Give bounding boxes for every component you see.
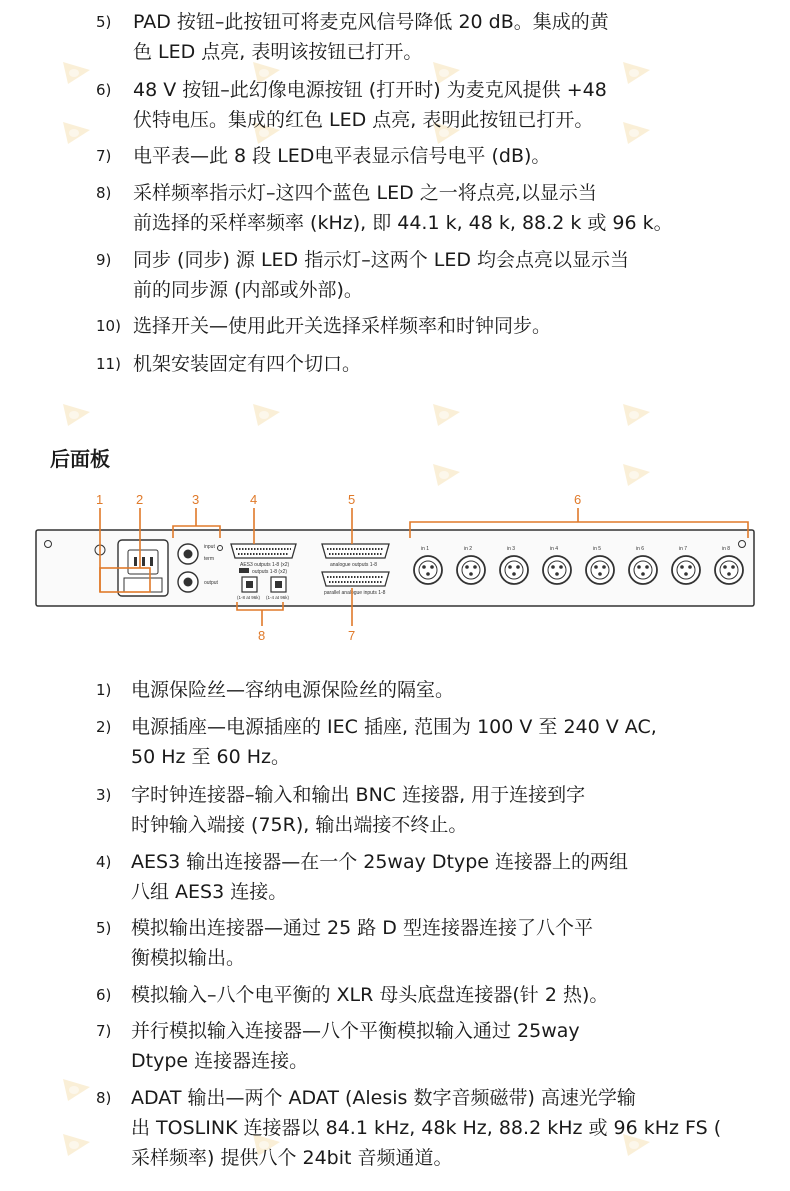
item-number: 7) bbox=[96, 1022, 112, 1040]
adat-label: outputs 1-8 (x2) bbox=[252, 569, 288, 575]
callout-4: 4 bbox=[250, 492, 258, 507]
item-text-line: 电平表—此 8 段 LED电平表显示信号电平 (dB)。 bbox=[133, 145, 551, 167]
aes3-dtype-connector bbox=[231, 544, 296, 558]
item-text-line: 伏特电压。集成的红色 LED 点亮, 表明此按钮已打开。 bbox=[133, 109, 594, 131]
item-text-line: 衡模拟输出。 bbox=[131, 947, 246, 969]
item-text-line: 机架安装固定有四个切口。 bbox=[133, 353, 362, 375]
adat-b-label: (1-4 at 96k) bbox=[266, 595, 290, 600]
item-text-line: 色 LED 点亮, 表明该按钮已打开。 bbox=[133, 41, 423, 63]
watermark-logo-icon bbox=[620, 118, 654, 146]
item-number: 5) bbox=[96, 919, 112, 937]
analogue-outputs-label: analogue outputs 1-8 bbox=[330, 562, 377, 568]
analogue-outputs-dtype bbox=[322, 544, 389, 558]
item-number: 8) bbox=[96, 184, 112, 202]
item-text-line: 八组 AES3 连接。 bbox=[131, 881, 288, 903]
aes3-label: AES3 outputs 1-8 (x2) bbox=[240, 562, 290, 568]
item-text-line: 模拟输入–八个电平衡的 XLR 母头底盘连接器(针 2 热)。 bbox=[131, 984, 609, 1006]
watermark-logo-icon bbox=[620, 400, 654, 428]
callout-8: 8 bbox=[258, 628, 266, 643]
item-text-line: 电源插座—电源插座的 IEC 插座, 范围为 100 V 至 240 V AC, bbox=[131, 716, 657, 738]
watermark-logo-icon bbox=[430, 400, 464, 428]
item-text-line: 选择开关—使用此开关选择采样频率和时钟同步。 bbox=[133, 315, 552, 337]
callout-6: 6 bbox=[574, 492, 582, 507]
item-text-line: Dtype 连接器连接。 bbox=[131, 1050, 309, 1072]
item-text-line: 前的同步源 (内部或外部)。 bbox=[133, 279, 363, 301]
callout-3: 3 bbox=[192, 492, 200, 507]
adat-a-label: (1-8 at 96k) bbox=[237, 595, 261, 600]
callout-5: 5 bbox=[348, 492, 356, 507]
item-text-line: 50 Hz 至 60 Hz。 bbox=[131, 746, 291, 768]
bnc-output-label: output bbox=[204, 580, 218, 586]
watermark-logo-icon bbox=[60, 118, 94, 146]
item-text-line: 电源保险丝—容纳电源保险丝的隔室。 bbox=[131, 679, 455, 701]
item-text-line: 48 V 按钮–此幻像电源按钮 (打开时) 为麦克风提供 +48 bbox=[133, 79, 607, 101]
watermark-logo-icon bbox=[620, 58, 654, 86]
parallel-inputs-dtype bbox=[322, 572, 389, 586]
item-text-line: PAD 按钮–此按钮可将麦克风信号降低 20 dB。集成的黄 bbox=[133, 11, 609, 33]
rear-panel-diagram bbox=[30, 486, 760, 646]
item-number: 7) bbox=[96, 147, 112, 165]
callout-2: 2 bbox=[136, 492, 144, 507]
item-number: 3) bbox=[96, 786, 112, 804]
watermark-logo-icon bbox=[250, 400, 284, 428]
watermark-logo-icon bbox=[60, 1075, 94, 1103]
watermark-logo-icon bbox=[620, 460, 654, 488]
watermark-logo-icon bbox=[430, 460, 464, 488]
item-text-line: 字时钟连接器–输入和输出 BNC 连接器, 用于连接到字 bbox=[131, 784, 586, 806]
item-number: 9) bbox=[96, 251, 112, 269]
item-text-line: 并行模拟输入连接器—八个平衡模拟输入通过 25way bbox=[131, 1020, 580, 1042]
item-text-line: 模拟输出连接器—通过 25 路 D 型连接器连接了八个平 bbox=[131, 917, 593, 939]
bnc-input-label: input bbox=[204, 544, 215, 550]
item-text-line: 采样频率) 提供八个 24bit 音频通道。 bbox=[131, 1147, 453, 1169]
item-number: 11) bbox=[96, 355, 121, 373]
watermark-logo-icon bbox=[60, 58, 94, 86]
item-text-line: 同步 (同步) 源 LED 指示灯–这两个 LED 均会点亮以显示当 bbox=[133, 249, 630, 271]
item-text-line: ADAT 输出—两个 ADAT (Alesis 数字音频磁带) 高速光学输 bbox=[131, 1087, 636, 1109]
item-text-line: 采样频率指示灯–这四个蓝色 LED 之一将点亮,以显示当 bbox=[133, 182, 597, 204]
callout-1: 1 bbox=[96, 492, 104, 507]
item-number: 5) bbox=[96, 13, 112, 31]
svg-text:in 1: in 1 bbox=[421, 546, 430, 552]
item-text-line: 时钟输入端接 (75R), 输出端接不终止。 bbox=[131, 814, 468, 836]
item-number: 8) bbox=[96, 1089, 112, 1107]
fuse-drawer bbox=[124, 578, 162, 592]
item-number: 6) bbox=[96, 986, 112, 1004]
svg-text:in 3: in 3 bbox=[507, 546, 516, 552]
section-heading: 后面板 bbox=[50, 447, 110, 471]
item-number: 2) bbox=[96, 718, 112, 736]
bnc-term-label: term bbox=[204, 556, 214, 562]
item-text-line: AES3 输出连接器—在一个 25way Dtype 连接器上的两组 bbox=[131, 851, 628, 873]
svg-text:in 5: in 5 bbox=[593, 546, 602, 552]
item-number: 1) bbox=[96, 681, 112, 699]
svg-text:in 7: in 7 bbox=[679, 546, 688, 552]
svg-text:in 6: in 6 bbox=[636, 546, 645, 552]
svg-text:in 4: in 4 bbox=[550, 546, 559, 552]
watermark-logo-icon bbox=[60, 1130, 94, 1158]
svg-text:in 2: in 2 bbox=[464, 546, 473, 552]
watermark-logo-icon bbox=[60, 400, 94, 428]
item-text-line: 出 TOSLINK 连接器以 84.1 kHz, 48k Hz, 88.2 kHz 或 96 kHz FS ( bbox=[131, 1117, 722, 1139]
item-number: 6) bbox=[96, 81, 112, 99]
item-number: 10) bbox=[96, 317, 121, 335]
item-number: 4) bbox=[96, 853, 112, 871]
svg-text:in 8: in 8 bbox=[722, 546, 731, 552]
item-text-line: 前选择的采样率频率 (kHz), 即 44.1 k, 48 k, 88.2 k 或 96 k。 bbox=[133, 212, 673, 234]
callout-7: 7 bbox=[348, 628, 356, 643]
parallel-inputs-label: parallel analogue inputs 1-8 bbox=[324, 590, 386, 596]
